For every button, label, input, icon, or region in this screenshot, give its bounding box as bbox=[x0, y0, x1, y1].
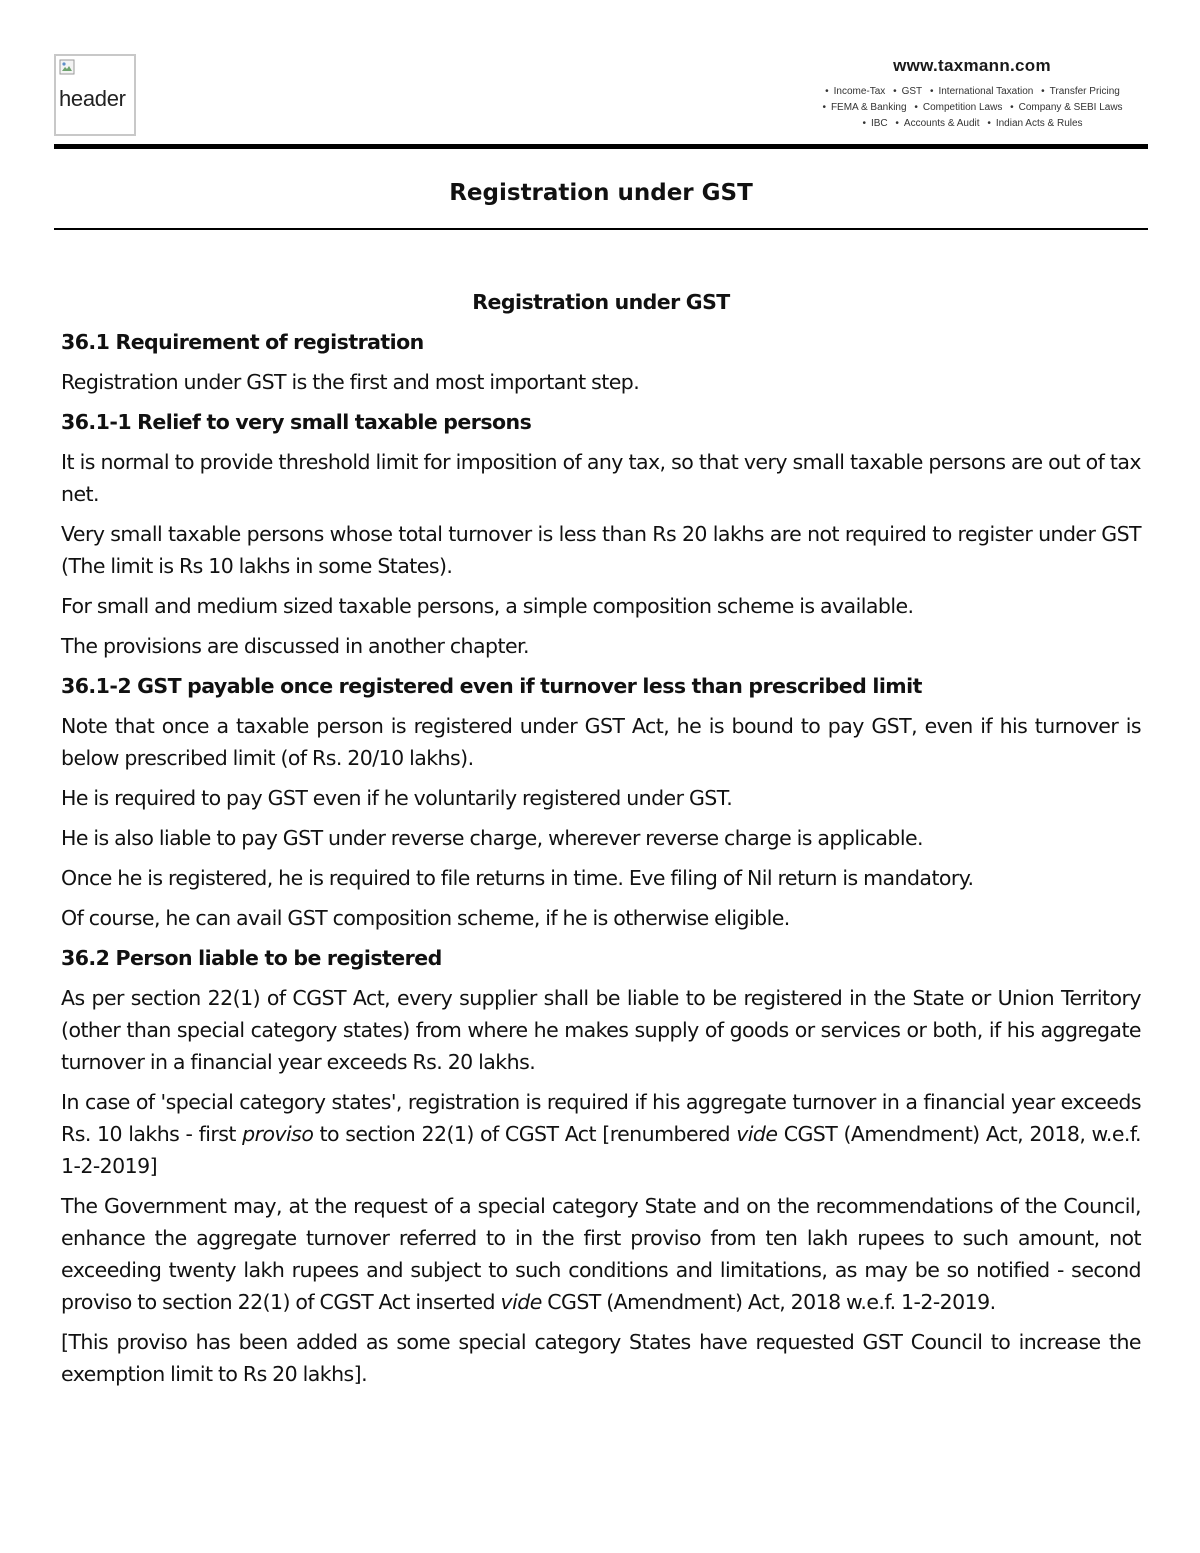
paragraph: Note that once a taxable person is registered under GST Act, he is bound to pay GST, even if his turnover is below prescribed limit (of Rs. 20/10 lakhs). bbox=[61, 714, 1141, 770]
category-item: Accounts & Audit bbox=[903, 118, 980, 129]
paragraph: Once he is registered, he is required to file returns in time. Eve filing of Nil return is mandatory. bbox=[61, 866, 974, 890]
category-line-3: • IBC • Accounts & Audit • Indian Acts & Rules bbox=[862, 118, 1083, 129]
paragraph: He is required to pay GST even if he voluntarily registered under GST. bbox=[61, 786, 733, 810]
section-heading-36-1: 36.1 Requirement of registration bbox=[61, 330, 424, 354]
italic-term: vide bbox=[736, 1122, 778, 1146]
body-subtitle: Registration under GST bbox=[472, 290, 730, 314]
website-link[interactable]: www.taxmann.com bbox=[893, 56, 1051, 75]
section-heading-36-1-1: 36.1-1 Relief to very small taxable persons bbox=[61, 410, 532, 434]
broken-image-icon bbox=[59, 59, 75, 75]
category-item: Company & SEBI Laws bbox=[1018, 102, 1123, 113]
paragraph: As per section 22(1) of CGST Act, every supplier shall be liable to be registered in the State or Union Territory (other than special category states) from where he makes supply of goods or services or both, if his aggregate turnover in a financial year exceeds Rs. 20 lakhs. bbox=[61, 986, 1141, 1074]
text-run: CGST (Amendment) Act, 2018 w.e.f. 1-2-2019. bbox=[541, 1290, 996, 1314]
site-info bbox=[802, 56, 1142, 132]
text-run: CGST (Amendment) Act, 2018, w.e.f. 1-2-2019] bbox=[61, 1122, 1141, 1178]
category-item: GST bbox=[901, 86, 923, 97]
document-body bbox=[61, 286, 1141, 1398]
paragraph bbox=[61, 1086, 1141, 1182]
italic-term: vide bbox=[500, 1290, 542, 1314]
header-image-alt-text: header bbox=[59, 86, 126, 111]
text-run: to section 22(1) of CGST Act [renumbered bbox=[313, 1122, 737, 1146]
category-item: Competition Laws bbox=[922, 102, 1003, 113]
category-item: Transfer Pricing bbox=[1049, 86, 1120, 97]
paragraph: Very small taxable persons whose total turnover is less than Rs 20 lakhs are not required to register under GST (The limit is Rs 10 lakhs in some States). bbox=[61, 522, 1141, 578]
document-title: Registration under GST bbox=[449, 180, 753, 206]
paragraph: Of course, he can avail GST composition scheme, if he is otherwise eligible. bbox=[61, 906, 790, 930]
category-item: FEMA & Banking bbox=[830, 102, 907, 113]
category-item: International Taxation bbox=[938, 86, 1034, 97]
header-logo-image bbox=[54, 54, 136, 136]
category-line-2: • FEMA & Banking • Competition Laws • Company & SEBI Laws bbox=[822, 102, 1123, 113]
header-divider bbox=[54, 144, 1148, 149]
category-item: IBC bbox=[870, 118, 888, 129]
paragraph: For small and medium sized taxable persons, a simple composition scheme is available. bbox=[61, 594, 914, 618]
section-heading-36-1-2: 36.1-2 GST payable once registered even if turnover less than prescribed limit bbox=[61, 674, 922, 698]
category-line-1: • Income-Tax • GST • International Taxation • Transfer Pricing bbox=[825, 86, 1120, 97]
paragraph: The provisions are discussed in another chapter. bbox=[61, 634, 529, 658]
paragraph bbox=[61, 1190, 1141, 1318]
text-run: In case of 'special category states', registration is required if his aggregate turnover in a financial year exceeds Rs. 10 lakhs - first bbox=[61, 1090, 1141, 1146]
paragraph: He is also liable to pay GST under reverse charge, wherever reverse charge is applicable. bbox=[61, 826, 924, 850]
category-item: Income-Tax bbox=[833, 86, 886, 97]
paragraph: [This proviso has been added as some special category States have requested GST Council to increase the exemption limit to Rs 20 lakhs]. bbox=[61, 1330, 1141, 1386]
title-divider bbox=[54, 228, 1148, 230]
paragraph: Registration under GST is the first and most important step. bbox=[61, 370, 640, 394]
category-item: Indian Acts & Rules bbox=[995, 118, 1083, 129]
text-run: The Government may, at the request of a special category State and on the recommendations of the Council, enhance the aggregate turnover referred to in the first proviso from ten lakh rupees to such amount, not exceeding twenty lakh rupees and subject to such conditions and limitations, as may be so notified - second proviso to section 22(1) of CGST Act inserted bbox=[61, 1194, 1141, 1314]
paragraph: It is normal to provide threshold limit for imposition of any tax, so that very small taxable persons are out of tax net. bbox=[61, 450, 1141, 506]
section-heading-36-2: 36.2 Person liable to be registered bbox=[61, 946, 442, 970]
italic-term: proviso bbox=[242, 1122, 314, 1146]
